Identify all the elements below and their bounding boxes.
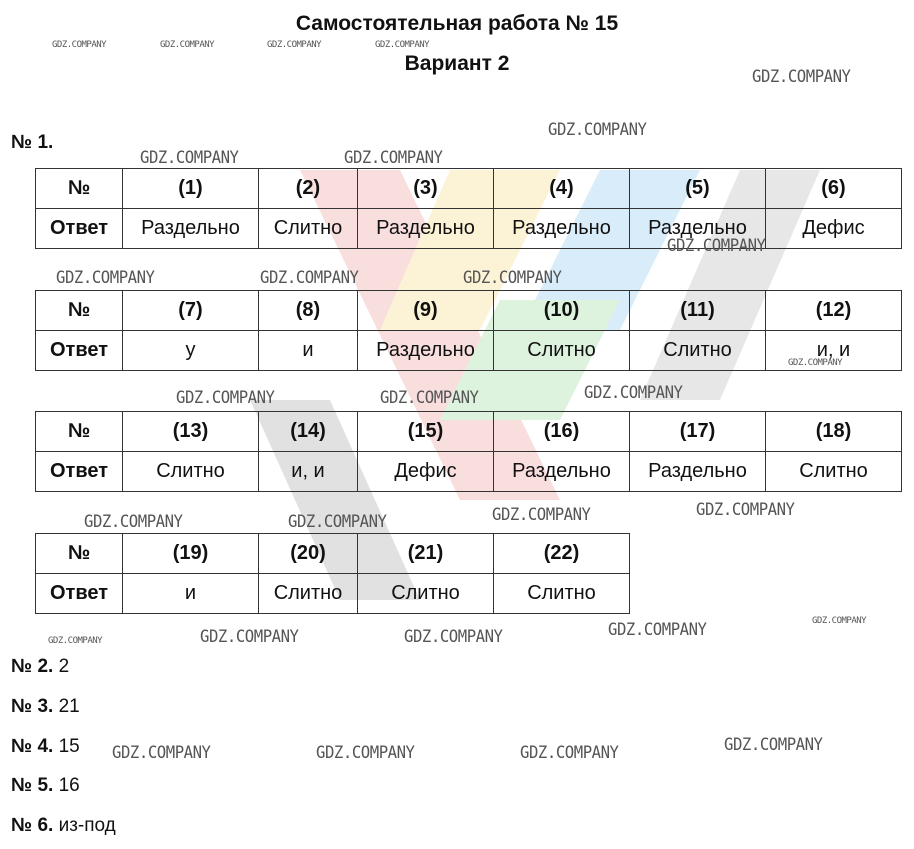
table-cell-number: (19) bbox=[123, 534, 259, 574]
table-cell-number: (16) bbox=[494, 412, 630, 452]
watermark: GDZ.COMPANY bbox=[752, 67, 851, 87]
row-label-answer: Ответ bbox=[36, 452, 123, 492]
table-cell-number: (20) bbox=[259, 534, 358, 574]
table-row-answers bbox=[36, 574, 630, 614]
table-cell-answer: и, и bbox=[766, 331, 902, 371]
row-label-number: № bbox=[36, 169, 123, 209]
table-cell-number: (17) bbox=[630, 412, 766, 452]
watermark: GDZ.COMPANY bbox=[267, 40, 322, 50]
table-cell-number: (3) bbox=[358, 169, 494, 209]
table-cell-answer: у bbox=[123, 331, 259, 371]
table-cell-answer: Раздельно bbox=[630, 209, 766, 249]
table-cell-answer: Дефис bbox=[358, 452, 494, 492]
variant-title: Вариант 2 bbox=[404, 52, 510, 75]
table-cell-answer: Слитно bbox=[123, 452, 259, 492]
table-cell-answer: Слитно bbox=[494, 574, 630, 614]
watermark: GDZ.COMPANY bbox=[380, 388, 479, 408]
table-cell-answer: Слитно bbox=[358, 574, 494, 614]
watermark: GDZ.COMPANY bbox=[548, 120, 647, 140]
watermark: GDZ.COMPANY bbox=[375, 40, 430, 50]
row-label-number: № bbox=[36, 291, 123, 331]
watermark: GDZ.COMPANY bbox=[520, 743, 619, 763]
answer-label: № 4. bbox=[11, 736, 54, 757]
watermark: GDZ.COMPANY bbox=[140, 148, 239, 168]
table-cell-answer: Слитно bbox=[494, 331, 630, 371]
watermark: GDZ.COMPANY bbox=[404, 627, 503, 647]
watermark: GDZ.COMPANY bbox=[56, 268, 155, 288]
table-cell-number: (1) bbox=[123, 169, 259, 209]
answer-label: № 2. bbox=[11, 656, 54, 677]
table-cell-number: (9) bbox=[358, 291, 494, 331]
watermark: GDZ.COMPANY bbox=[608, 620, 707, 640]
table-cell-number: (13) bbox=[123, 412, 259, 452]
watermark: GDZ.COMPANY bbox=[667, 236, 766, 256]
answer-item bbox=[11, 656, 69, 678]
table-row-answers bbox=[36, 209, 902, 249]
page-title: Самостоятельная работа № 15 bbox=[295, 12, 619, 35]
watermark: GDZ.COMPANY bbox=[316, 743, 415, 763]
watermark: GDZ.COMPANY bbox=[260, 268, 359, 288]
table-cell-answer: и bbox=[259, 331, 358, 371]
table-cell-answer: и bbox=[123, 574, 259, 614]
answer-value: из-под bbox=[58, 815, 116, 836]
table-cell-answer: Слитно bbox=[766, 452, 902, 492]
answer-table-4 bbox=[35, 533, 630, 614]
watermark: GDZ.COMPANY bbox=[48, 636, 103, 646]
answer-value: 21 bbox=[58, 696, 80, 717]
table-cell-answer: Слитно bbox=[259, 574, 358, 614]
table-cell-answer: Раздельно bbox=[358, 209, 494, 249]
table-cell-answer: Раздельно bbox=[630, 452, 766, 492]
answer-item bbox=[11, 736, 80, 758]
table-cell-number: (22) bbox=[494, 534, 630, 574]
table-cell-number: (15) bbox=[358, 412, 494, 452]
table-cell-answer: Раздельно bbox=[358, 331, 494, 371]
watermark: GDZ.COMPANY bbox=[812, 616, 867, 626]
watermark: GDZ.COMPANY bbox=[463, 268, 562, 288]
table-cell-answer: Раздельно bbox=[123, 209, 259, 249]
watermark: GDZ.COMPANY bbox=[176, 388, 275, 408]
table-cell-number: (7) bbox=[123, 291, 259, 331]
table-cell-number: (11) bbox=[630, 291, 766, 331]
watermark: GDZ.COMPANY bbox=[160, 40, 215, 50]
table-cell-number: (8) bbox=[259, 291, 358, 331]
row-label-number: № bbox=[36, 412, 123, 452]
answer-table-1 bbox=[35, 168, 902, 249]
table-cell-answer: Дефис bbox=[766, 209, 902, 249]
answer-label: № 5. bbox=[11, 775, 54, 796]
answer-label: № 6. bbox=[11, 815, 54, 836]
table-cell-answer: и, и bbox=[259, 452, 358, 492]
watermark: GDZ.COMPANY bbox=[288, 512, 387, 532]
table-cell-number: (18) bbox=[766, 412, 902, 452]
table-row-numbers bbox=[36, 412, 902, 452]
table-row-numbers bbox=[36, 291, 902, 331]
row-label-answer: Ответ bbox=[36, 331, 123, 371]
row-label-answer: Ответ bbox=[36, 209, 123, 249]
table-cell-answer: Слитно bbox=[259, 209, 358, 249]
table-cell-number: (10) bbox=[494, 291, 630, 331]
table-row-answers bbox=[36, 331, 902, 371]
watermark: GDZ.COMPANY bbox=[344, 148, 443, 168]
answer-value: 2 bbox=[58, 656, 70, 677]
watermark: GDZ.COMPANY bbox=[724, 735, 823, 755]
watermark: GDZ.COMPANY bbox=[788, 358, 843, 368]
table-cell-number: (5) bbox=[630, 169, 766, 209]
table-row-numbers bbox=[36, 534, 630, 574]
answer-item bbox=[11, 696, 80, 718]
task1-number: № 1. bbox=[11, 132, 54, 153]
row-label-number: № bbox=[36, 534, 123, 574]
watermark: GDZ.COMPANY bbox=[492, 505, 591, 525]
watermark: GDZ.COMPANY bbox=[696, 500, 795, 520]
watermark: GDZ.COMPANY bbox=[200, 627, 299, 647]
row-label-answer: Ответ bbox=[36, 574, 123, 614]
table-cell-number: (2) bbox=[259, 169, 358, 209]
table-cell-number: (14) bbox=[259, 412, 358, 452]
table-row-answers bbox=[36, 452, 902, 492]
answer-item bbox=[11, 775, 80, 797]
table-cell-answer: Раздельно bbox=[494, 209, 630, 249]
table-cell-number: (4) bbox=[494, 169, 630, 209]
answer-value: 16 bbox=[58, 775, 80, 796]
watermark: GDZ.COMPANY bbox=[52, 40, 107, 50]
answer-label: № 3. bbox=[11, 696, 54, 717]
watermark: GDZ.COMPANY bbox=[84, 512, 183, 532]
table-cell-number: (6) bbox=[766, 169, 902, 209]
watermark: GDZ.COMPANY bbox=[112, 743, 211, 763]
answer-value: 15 bbox=[58, 736, 80, 757]
table-row-numbers bbox=[36, 169, 902, 209]
table-cell-number: (21) bbox=[358, 534, 494, 574]
answer-item bbox=[11, 815, 116, 837]
table-cell-answer: Слитно bbox=[630, 331, 766, 371]
table-cell-number: (12) bbox=[766, 291, 902, 331]
table-cell-answer: Раздельно bbox=[494, 452, 630, 492]
answer-table-3 bbox=[35, 411, 902, 492]
answer-table-2 bbox=[35, 290, 902, 371]
watermark: GDZ.COMPANY bbox=[584, 383, 683, 403]
task1-label bbox=[11, 132, 53, 154]
